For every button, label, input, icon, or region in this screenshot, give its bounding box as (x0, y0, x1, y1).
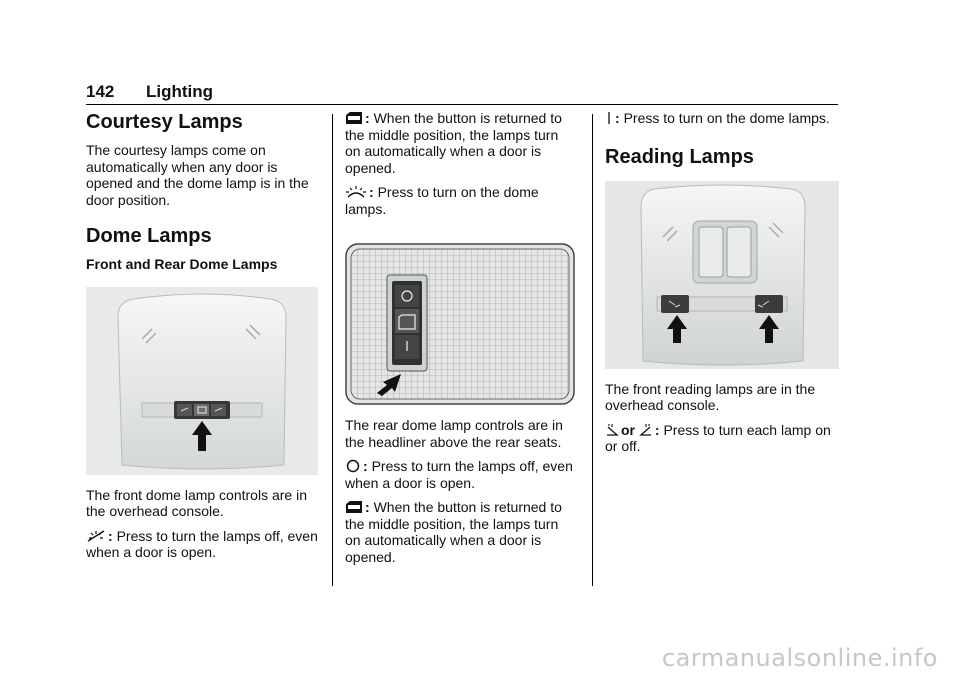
dome-off-colon: : (108, 527, 113, 544)
reading-toggle-text: Press to turn each lamp on or off. (605, 421, 831, 454)
reading-right-icon (639, 423, 653, 437)
front-rear-subheading: Front and Rear Dome Lamps (86, 256, 278, 272)
column-3 (605, 110, 839, 463)
rear-on-text: Press to turn on the dome lamps. (623, 110, 830, 126)
courtesy-lamps-text: The courtesy lamps come on automatically when any door is opened and the dome lamp is in the door position. (86, 142, 309, 208)
column-divider-1 (332, 114, 333, 586)
rear-door-colon: : (365, 499, 370, 515)
dome-lamps-heading: Dome Lamps (86, 225, 212, 247)
courtesy-lamps-heading: Courtesy Lamps (86, 111, 243, 133)
dome-on-icon (345, 185, 367, 199)
reading-colon: : (654, 421, 660, 438)
page-number: 142 (86, 82, 115, 101)
column-1 (86, 110, 320, 569)
dome-on-text: Press to turn on the dome lamps. (345, 184, 539, 217)
rear-door-position-icon (345, 500, 363, 514)
watermark: carmanualsonline.info (661, 644, 938, 672)
column-divider-2 (592, 114, 593, 586)
rear-off-text: Press to turn the lamps off, even when a door is open. (345, 458, 573, 491)
reading-left-icon (605, 423, 619, 437)
dome-off-text: Press to turn the lamps off, even when a door is open. (86, 527, 318, 560)
rear-off-colon: : (363, 458, 368, 474)
dome-off-icon (86, 529, 106, 543)
reading-lamps-heading: Reading Lamps (605, 145, 754, 168)
rear-off-icon (345, 459, 361, 473)
section-title: Lighting (146, 82, 214, 101)
page-header (86, 82, 838, 105)
rear-on-colon: : (615, 110, 620, 126)
front-dome-lamp-illustration (86, 287, 318, 475)
door-position-icon (345, 111, 363, 125)
reading-lamps-text: The front reading lamps are in the overhead console. (605, 380, 816, 413)
rear-on-icon (605, 111, 613, 125)
door-position-text: When the button is returned to the middle position, the lamps turn on automatically when a door is opened. (345, 110, 562, 176)
reading-lamp-illustration (605, 181, 839, 369)
rear-door-position-text: When the button is returned to the middle position, the lamps turn on automatically when a door is opened. (345, 499, 562, 565)
or-text: or (621, 421, 635, 438)
column-2 (345, 110, 577, 573)
front-dome-text: The front dome lamp controls are in the overhead console. (86, 486, 307, 519)
rear-dome-lamp-illustration (345, 243, 575, 405)
dome-on-colon: : (369, 184, 374, 200)
rear-dome-text: The rear dome lamp controls are in the headliner above the rear seats. (345, 417, 563, 450)
door-colon: : (365, 110, 370, 126)
